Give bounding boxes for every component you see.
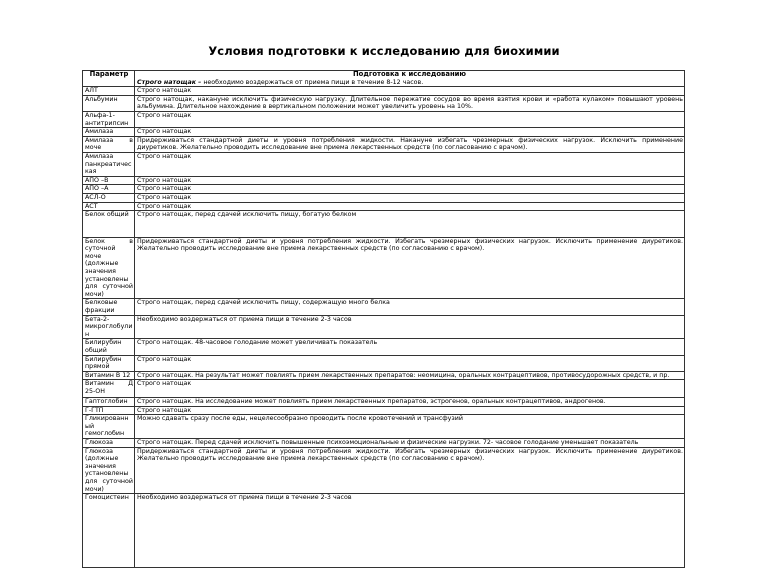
param-cell: АСТ	[83, 202, 135, 211]
preparation-table	[82, 70, 685, 568]
param-cell: Витамин В 12	[83, 371, 135, 380]
prep-cell: Строго натощак	[135, 128, 685, 137]
param-cell: Альфа-1-антитрипсин	[83, 111, 135, 127]
table-row	[83, 185, 685, 194]
table-body	[83, 87, 685, 568]
table-row	[83, 371, 685, 380]
table-row	[83, 315, 685, 339]
param-cell: Глюкоза (должные значения установлены для суточной мочи)	[83, 447, 135, 494]
table-row	[83, 202, 685, 211]
prep-cell: Строго натощак, накануне исключить физическую нагрузку. Длительное пережатие сосудов во время взятия крови и «работа кулаком» повышают уровень альбумина. Длительное нахождение в вертикальном положении может увеличить уровень на 10%.	[135, 95, 685, 111]
param-cell: Билирубин общий	[83, 339, 135, 355]
prep-cell: Придерживаться стандартной диеты и уровня потребления жидкости. Избегать чрезмерных физических нагрузок. Исключить применение диуретиков. Желательно проводить исследование вне приема лекарственных средств (по согласованию с врачом).	[135, 447, 685, 494]
prep-cell: Строго натощак	[135, 202, 685, 211]
prep-cell: Придерживаться стандартной диеты и уровня потребления жидкости. Накануне избегать чрезмерных физических нагрузок. Исключить применение диуретиков. Желательно проводить исследование вне приема лекарственных средств (по согласованию с врачом).	[135, 136, 685, 152]
header-prep	[135, 71, 685, 87]
param-cell: Гликированный гемоглобин	[83, 415, 135, 439]
param-cell: Гомоцистеин	[83, 494, 135, 568]
prep-cell: Строго натощак	[135, 406, 685, 415]
param-cell: Амилаза	[83, 128, 135, 137]
prep-cell: Строго натощак, перед сдачей исключить пищу, содержащую много белка	[135, 299, 685, 315]
param-cell: АПО –А	[83, 185, 135, 194]
table-row	[83, 136, 685, 152]
param-cell: Бета-2-микроглобулин	[83, 315, 135, 339]
table-row	[83, 380, 685, 398]
prep-cell: Строго натощак	[135, 87, 685, 96]
prep-cell: Строго натощак. На результат может повлиять прием лекарственных препаратов: неомицина, оральных контрацептивов, противосудорожных средств, и пр.	[135, 371, 685, 380]
param-cell: Альбумин	[83, 95, 135, 111]
table-row	[83, 111, 685, 127]
table-row	[83, 397, 685, 406]
table-row	[83, 211, 685, 238]
table-header-row	[83, 71, 685, 87]
prep-cell: Необходимо воздержаться от приема пищи в течение 2-3 часов	[135, 315, 685, 339]
param-cell: Глюкоза	[83, 438, 135, 447]
param-cell: Билирубин прямой	[83, 355, 135, 371]
prep-cell: Придерживаться стандартной диеты и уровня потребления жидкости. Избегать чрезмерных физических нагрузок. Исключить применение диуретиков. Желательно проводить исследование вне приема лекарственных средств (по согласованию с врачом).	[135, 237, 685, 299]
prep-cell: Строго натощак	[135, 152, 685, 176]
prep-cell: Можно сдавать сразу после еды, нецелесообразно проводить после кровотечений и трансфузий	[135, 415, 685, 439]
header-param: Параметр	[83, 71, 135, 87]
param-cell: Амилаза в моче	[83, 136, 135, 152]
table-row	[83, 494, 685, 568]
param-cell: АСЛ-О	[83, 193, 135, 202]
prep-cell: Строго натощак, перед сдачей исключить пищу, богатую белком	[135, 211, 685, 238]
param-cell: Белок общий	[83, 211, 135, 238]
table-row	[83, 176, 685, 185]
prep-cell: Строго натощак	[135, 176, 685, 185]
prep-cell: Строго натощак	[135, 193, 685, 202]
param-cell: Гаптоглобин	[83, 397, 135, 406]
param-cell: Белок в суточной моче (должные значения установлены для суточной мочи)	[83, 237, 135, 299]
prep-cell: Строго натощак. На исследование может повлиять прием лекарственных препаратов, эстрогенов, оральных контрацептивов, андрогенов.	[135, 397, 685, 406]
prep-cell: Необходимо воздержаться от приема пищи в течение 2-3 часов	[135, 494, 685, 568]
intro-rest: необходимо воздержаться от приема пищи в течение 8-12 часов.	[201, 78, 424, 86]
param-cell: Белковые фракции	[83, 299, 135, 315]
table-row	[83, 339, 685, 355]
table-row	[83, 95, 685, 111]
prep-cell: Строго натощак	[135, 111, 685, 127]
table-row	[83, 355, 685, 371]
table-row	[83, 128, 685, 137]
prep-cell: Строго натощак. 48-часовое голодание может увеличивать показатель	[135, 339, 685, 355]
table-row	[83, 299, 685, 315]
param-cell: Г-ГТП	[83, 406, 135, 415]
table-row	[83, 438, 685, 447]
header-prep-label: Подготовка к исследованию	[352, 70, 467, 78]
table-row	[83, 447, 685, 494]
table-row	[83, 237, 685, 299]
intro-note	[135, 79, 684, 87]
table-row	[83, 193, 685, 202]
param-cell: АПО –В	[83, 176, 135, 185]
prep-cell: Строго натощак	[135, 355, 685, 371]
table-row	[83, 87, 685, 96]
table-row	[83, 415, 685, 439]
intro-bold: Строго натощак –	[137, 78, 202, 86]
param-cell: Витамин Д 25-ОН	[83, 380, 135, 398]
page-title: Условия подготовки к исследованию для биохимии	[208, 44, 560, 58]
param-cell: АЛТ	[83, 87, 135, 96]
prep-cell: Строго натощак	[135, 380, 685, 398]
prep-cell: Строго натощак. Перед сдачей исключить повышенные психоэмоциональные и физические нагрузки. 72- часовое голодание уменьшает показатель	[135, 438, 685, 447]
table-row	[83, 152, 685, 176]
table-row	[83, 406, 685, 415]
param-cell: Амилаза панкреатическая	[83, 152, 135, 176]
prep-cell: Строго натощак	[135, 185, 685, 194]
